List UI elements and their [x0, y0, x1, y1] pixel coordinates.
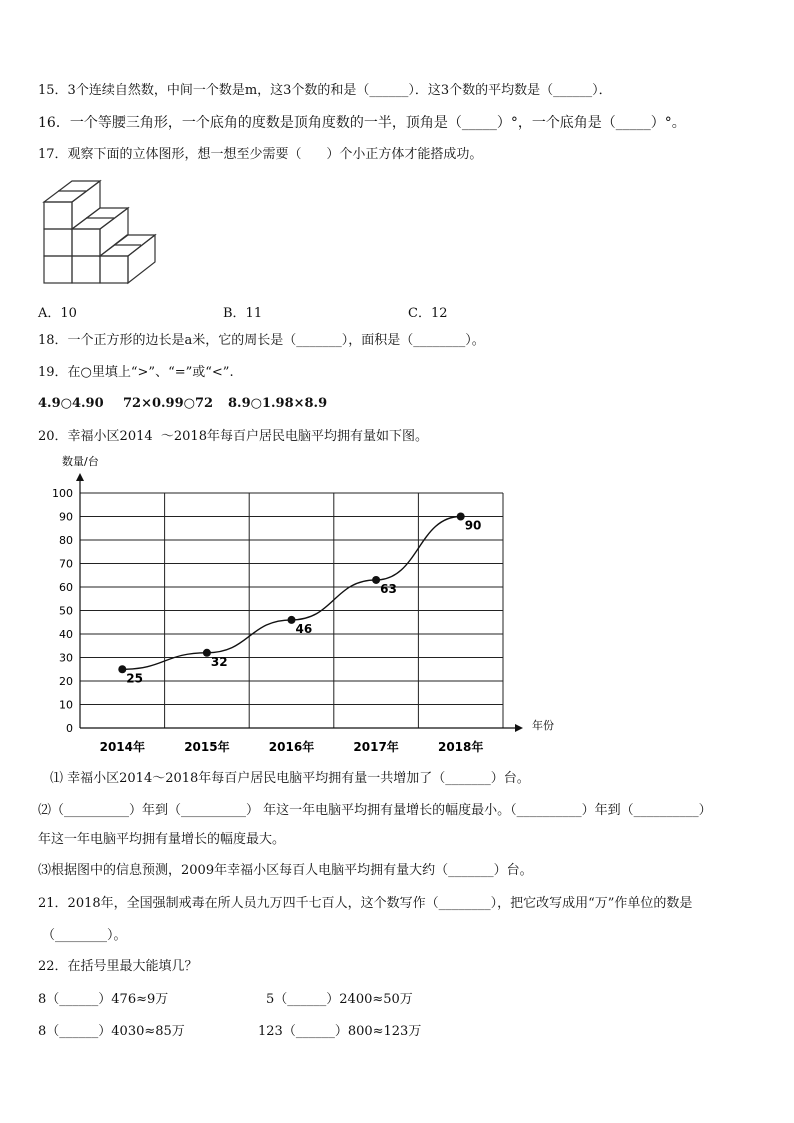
y-tick-label: 60 — [59, 581, 73, 594]
data-label: 32 — [210, 654, 228, 669]
fill-item: 123（______）800≈123万 — [258, 1024, 422, 1039]
question-17-options — [38, 302, 638, 320]
x-tick-label: 2018年 — [437, 740, 484, 754]
data-point — [288, 616, 296, 624]
y-tick-label: 0 — [66, 722, 73, 735]
y-tick-label: 30 — [59, 651, 73, 665]
question-20-part-3: ⑶根据图中的信息预测，2009年幸福小区每百人电脑平均拥有量大约（_______）台。 — [38, 863, 533, 878]
x-tick-label: 2015年 — [184, 740, 230, 754]
y-tick-label: 50 — [59, 604, 73, 618]
x-axis-label: 年份 — [532, 719, 554, 732]
option-c: C．12 — [408, 306, 448, 321]
x-tick-label: 2017年 — [353, 740, 399, 754]
x-axis-arrow — [515, 724, 523, 732]
y-tick-labels — [52, 487, 73, 735]
y-tick-label: 20 — [59, 675, 73, 688]
data-point — [118, 665, 126, 673]
question-16: 16．一个等腰三角形，一个底角的度数是顶角度数的一半，顶角是（_____）°，一个底角是（_____）°。 — [38, 115, 686, 131]
data-point — [457, 513, 465, 521]
question-21: 21．2018年，全国强制戒毒在所人员九万四千七百人，这个数写作（________），把它改写成用“万”作单位的数是 — [38, 896, 693, 911]
y-tick-label: 40 — [59, 628, 73, 641]
y-tick-label: 80 — [59, 534, 73, 547]
x-tick-label: 2016年 — [268, 740, 315, 754]
question-20-part-1: ⑴ 幸福小区2014～2018年每百户居民电脑平均拥有量一共增加了（_______）台。 — [50, 771, 530, 786]
x-tick-labels — [100, 739, 484, 754]
data-label: 63 — [380, 581, 397, 596]
data-label: 46 — [295, 621, 313, 636]
question-20-part-2-cont: 年这一年电脑平均拥有量增长的幅度最大。 — [38, 832, 286, 847]
y-tick-label: 70 — [59, 557, 73, 571]
chart-axes — [76, 473, 523, 732]
chart-grid — [80, 493, 503, 728]
question-19-items — [38, 396, 438, 414]
question-20: 20．幸福小区2014 ～2018年每百户居民电脑平均拥有量如下图。 — [38, 429, 428, 444]
fill-item: 8（______）4030≈85万 — [38, 1024, 185, 1039]
data-points — [118, 513, 481, 686]
series-line — [122, 517, 460, 670]
question-19: 19．在○里填上“>”、“=”或“<”. — [38, 365, 234, 380]
question-22-row-2 — [38, 1020, 638, 1038]
data-point — [372, 576, 380, 584]
compare-item-2: 72×0.99○72 — [123, 396, 214, 411]
data-point — [203, 649, 211, 657]
question-18: 18．一个正方形的边长是a米，它的周长是（_______），面积是（________）。 — [38, 333, 485, 348]
y-axis-label: 数量/台 — [62, 455, 99, 468]
x-tick-label: 2014年 — [99, 740, 146, 754]
y-tick-label: 10 — [59, 698, 73, 712]
option-b: B．11 — [223, 306, 263, 321]
question-22: 22．在括号里最大能填几？ — [38, 959, 198, 974]
y-tick-label: 90 — [59, 510, 73, 524]
y-axis-arrow — [76, 473, 84, 481]
line-chart — [0, 448, 600, 763]
question-22-row-1 — [38, 988, 638, 1006]
question-17: 17．观察下面的立体图形，想一想至少需要（ ）个小正方体才能搭成功。 — [38, 147, 483, 162]
option-a: A．10 — [38, 306, 77, 321]
question-21-cont: （________）。 — [42, 928, 127, 943]
fill-item: 8（______）476≈9万 — [38, 992, 169, 1007]
data-label: 90 — [464, 518, 482, 533]
question-15: 15．3个连续自然数，中间一个数是m，这3个数的和是（______）．这3个数的平均数是（______）． — [38, 83, 612, 98]
y-tick-label: 100 — [52, 487, 73, 500]
question-20-part-2: ⑵（__________）年到（__________） 年这一年电脑平均拥有量增长的幅度最小。（__________）年到（__________） — [38, 803, 712, 818]
compare-item-3: 8.9○1.98×8.9 — [228, 396, 328, 411]
fill-item: 5（______）2400≈50万 — [266, 992, 413, 1007]
cube-stack-figure — [42, 178, 162, 288]
data-label: 25 — [126, 671, 144, 686]
compare-item-1: 4.9○4.90 — [38, 396, 104, 411]
